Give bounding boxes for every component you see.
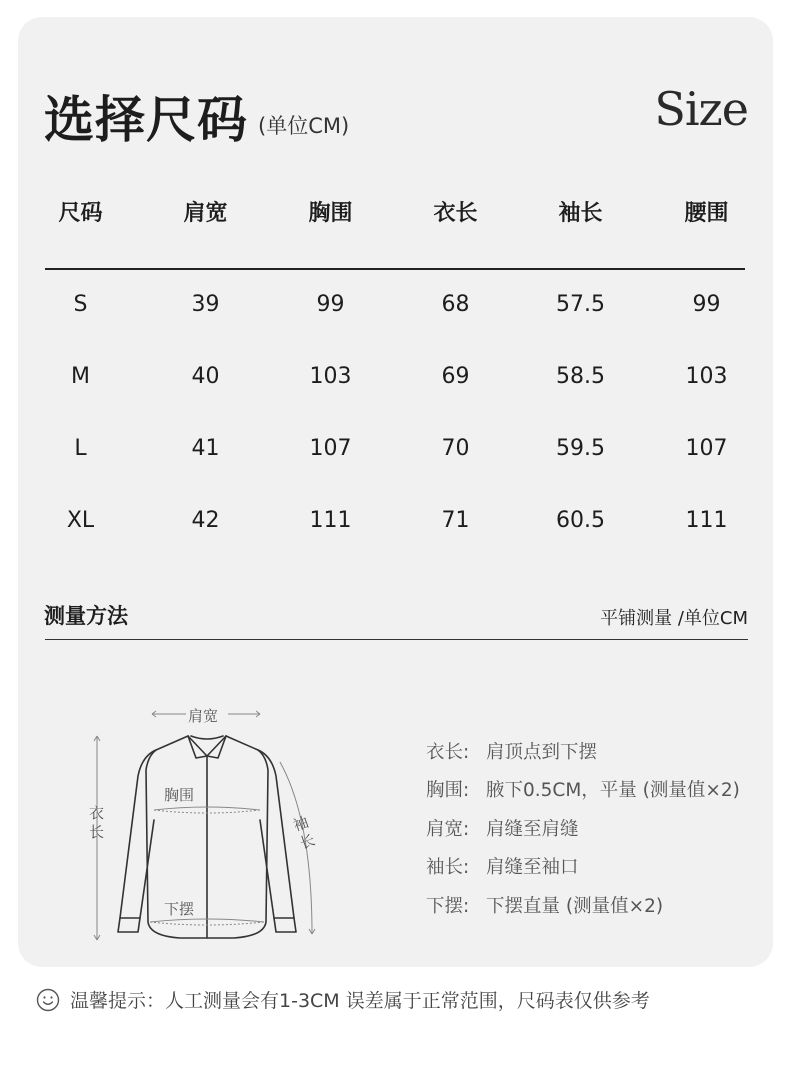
measure-label: 肩宽:: [426, 818, 470, 840]
table-cell: 103: [685, 364, 728, 389]
diagram-label-hem: 下摆: [164, 900, 195, 918]
measure-desc: 腋下0.5CM，平量 (测量值×2): [486, 780, 740, 802]
smile-icon: [36, 988, 60, 1012]
table-cell: 69: [441, 364, 470, 389]
measure-label: 胸围:: [426, 780, 470, 802]
table-cell: 68: [441, 292, 470, 317]
shirt-diagram: [80, 700, 340, 950]
diagram-label-length: 衣长: [87, 805, 105, 843]
table-cell: 103: [309, 364, 352, 389]
table-cell: 39: [191, 292, 220, 317]
measure-label: 衣长:: [426, 742, 470, 763]
diagram-label-sleeve: 袖长: [289, 813, 319, 856]
col-header-length: 衣长: [433, 201, 478, 226]
measure-desc: 下摆直量 (测量值×2): [486, 895, 664, 917]
table-cell: S: [73, 292, 88, 317]
table-row: [18, 508, 773, 580]
table-cell: 40: [191, 364, 220, 389]
table-cell: 57.5: [556, 292, 605, 317]
table-header-row: [18, 190, 773, 262]
table-cell: 59.5: [556, 436, 605, 461]
measure-list: [426, 738, 740, 930]
page-title: 选择尺码: [44, 91, 248, 149]
footer-tip-text: 温馨提示：人工测量会有1-3CM 误差属于正常范围，尺码表仅供参考: [70, 990, 650, 1012]
table-cell: XL: [66, 508, 95, 533]
table-cell: 107: [309, 436, 352, 461]
table-cell: 42: [191, 508, 220, 533]
method-divider: [45, 639, 748, 640]
list-item: [426, 738, 740, 776]
measure-label: 袖长:: [426, 857, 470, 879]
list-item: [426, 776, 740, 814]
table-cell: L: [74, 436, 87, 461]
table-divider: [45, 268, 745, 270]
size-table-body: [18, 292, 773, 580]
diagram-label-shoulder: 肩宽: [188, 707, 219, 725]
list-item: [426, 853, 740, 891]
unit-label: (单位CM): [258, 114, 350, 138]
diagram-label-chest: 胸围: [164, 786, 195, 804]
measure-label: 下摆:: [426, 895, 470, 917]
method-title: 测量方法: [44, 604, 128, 628]
measure-desc: 肩缝至肩缝: [486, 818, 579, 840]
list-item: [426, 892, 740, 930]
table-cell: 71: [441, 508, 470, 533]
table-cell: 107: [685, 436, 728, 461]
size-logo: Size: [654, 82, 748, 136]
table-cell: 111: [309, 508, 352, 533]
col-header-chest: 胸围: [308, 201, 353, 226]
table-cell: 70: [441, 436, 470, 461]
method-subtitle: 平铺测量 /单位CM: [600, 608, 748, 629]
table-row: [18, 364, 773, 436]
table-cell: 99: [692, 292, 721, 317]
table-cell: 41: [191, 436, 220, 461]
col-header-shoulder: 肩宽: [183, 201, 228, 226]
size-table: [18, 190, 773, 262]
table-cell: 60.5: [556, 508, 605, 533]
col-header-waist: 腰围: [684, 201, 729, 226]
list-item: [426, 815, 740, 853]
table-cell: M: [71, 364, 90, 389]
measure-desc: 肩缝至袖口: [486, 857, 579, 879]
table-cell: 111: [685, 508, 728, 533]
table-row: [18, 292, 773, 364]
footer-tip: [36, 986, 650, 1013]
table-cell: 58.5: [556, 364, 605, 389]
table-row: [18, 436, 773, 508]
col-header-sleeve: 袖长: [558, 201, 603, 226]
measure-desc: 肩顶点到下摆: [486, 742, 598, 763]
col-header-size: 尺码: [58, 201, 103, 226]
table-cell: 99: [316, 292, 345, 317]
